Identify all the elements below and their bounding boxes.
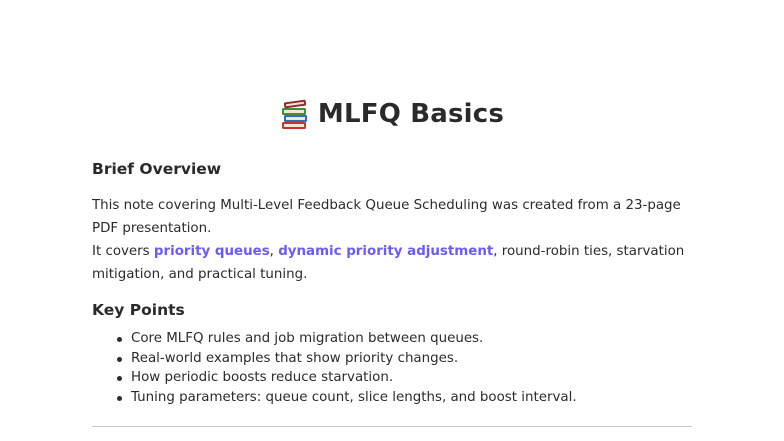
overview-separator: , [269,244,279,259]
list-item [116,368,696,388]
bullet-icon [117,337,122,342]
note-content [92,158,696,407]
overview-heading: Brief Overview [92,160,222,178]
overview-prefix: It covers [92,244,154,259]
list-item-text: Core MLFQ rules and job migration between queues. [131,331,484,346]
overview-paragraph [92,194,696,286]
key-points-list [92,329,696,407]
highlight-dynamic-priority: dynamic priority adjustment [278,244,494,259]
key-points-heading: Key Points [92,301,185,319]
bullet-icon [117,376,122,381]
page-title: MLFQ Basics [317,99,505,129]
bullet-icon [117,357,122,362]
divider [92,426,692,427]
list-item [116,388,696,408]
list-item-text: How periodic boosts reduce starvation. [131,370,394,385]
title-row [0,94,784,134]
books-icon [280,98,310,130]
overview-line1: This note covering Multi-Level Feedback Queue Scheduling was created from a 23-page PDF presentation. [92,198,681,236]
list-item-text: Tuning parameters: queue count, slice lengths, and boost interval. [131,389,577,405]
list-item [116,349,696,369]
highlight-priority-queues: priority queues [153,244,270,259]
list-item [116,329,696,349]
bullet-icon [117,396,122,401]
list-item-text: Real-world examples that show priority changes. [131,350,459,366]
overview-suffix: , round-robin ties, starvation mitigation, and practical tuning. [92,244,685,282]
